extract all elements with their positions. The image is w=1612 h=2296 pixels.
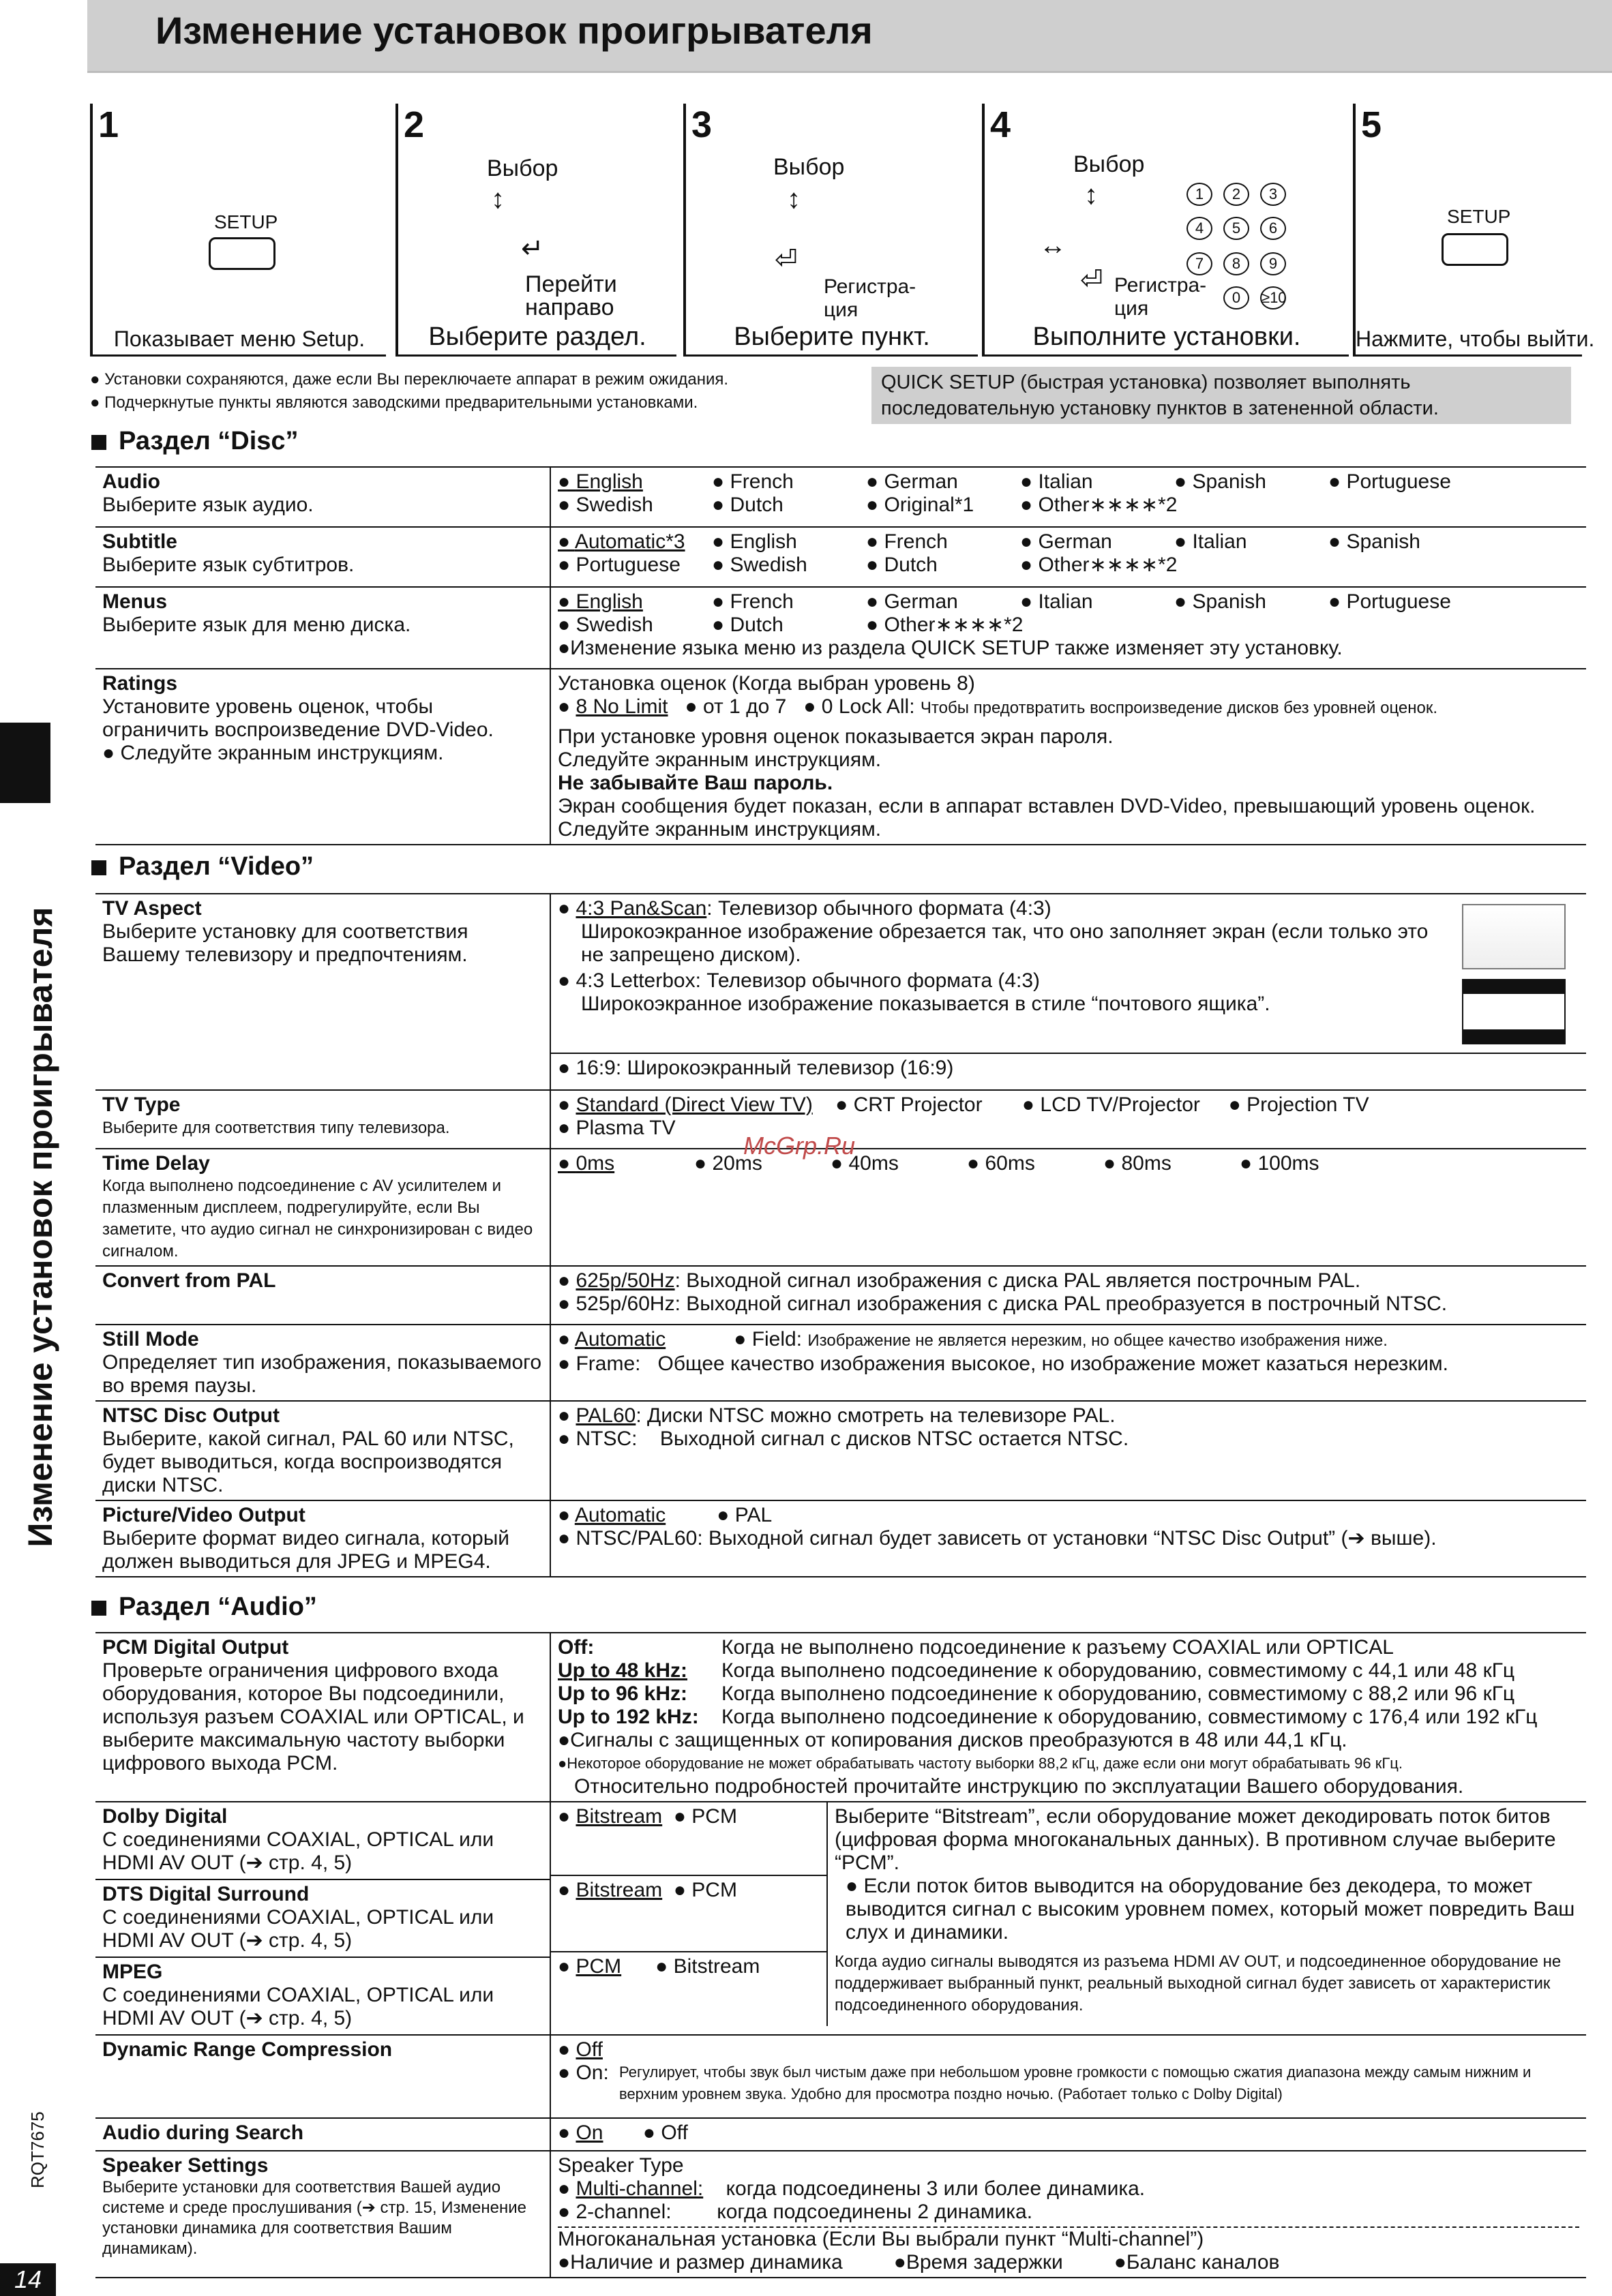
option[interactable]: PCM — [576, 1955, 622, 1978]
enter-icon: ⏎ — [1080, 265, 1103, 295]
option[interactable]: PAL — [734, 1504, 773, 1526]
setup-label: SETUP — [1447, 206, 1511, 227]
option[interactable]: Field: — [751, 1328, 803, 1350]
bitstream-options — [551, 1802, 828, 2026]
setting-desc: Выберите установку для соответствия Вашему телевизору и предпочтениям. — [102, 920, 468, 966]
setup-label: SETUP — [214, 211, 278, 232]
setting-name: PCM Digital Output — [102, 1636, 289, 1659]
option[interactable]: ● Original*1 — [866, 494, 1020, 517]
setting-desc: С соединениями COAXIAL, OPTICAL или HDMI AV OUT (➔ стр. 4, 5) — [102, 1906, 494, 1952]
table-row — [95, 1500, 1586, 1577]
option[interactable]: ● 100ms — [1240, 1152, 1376, 1175]
document-code: RQT7675 — [27, 2111, 48, 2188]
option-desc: Когда выполнено подсоединение к оборудованию, совместимому с 44,1 или 48 кГц — [721, 1659, 1515, 1682]
option[interactable]: Plasma TV — [576, 1117, 676, 1139]
option[interactable]: CRT Projector — [853, 1093, 983, 1116]
step-number: 3 — [691, 104, 713, 145]
mpeg-options: ● PCM ● Bitstream — [558, 1955, 760, 1978]
option[interactable]: Off — [576, 2038, 603, 2061]
option[interactable]: Up to 96 kHz: — [558, 1682, 688, 1705]
goto-label: Перейти — [525, 271, 617, 297]
option[interactable]: ● Dutch — [712, 494, 866, 517]
step-caption: Выберите раздел. — [428, 322, 646, 351]
option[interactable]: ● French — [712, 590, 866, 614]
audio-table — [95, 1632, 1586, 2278]
option[interactable]: On: — [576, 2061, 609, 2084]
section-audio-heading — [91, 1592, 317, 1622]
step-caption: Показывает меню Setup. — [113, 327, 365, 351]
convert-option-2[interactable]: ● 525p/60Hz: Выходной сигнал изображения с диска PAL преобразуется в построчный NTSC. — [558, 1293, 1448, 1315]
select-label: Выбор — [1073, 151, 1145, 177]
number-key-8: 8 — [1223, 252, 1249, 275]
table-row — [95, 2151, 1586, 2278]
subtitle-options — [558, 530, 1579, 577]
setting-name: MPEG — [102, 1961, 163, 1983]
option-desc: Когда не выполнено подсоединение к разъему COAXIAL или OPTICAL — [721, 1636, 1394, 1659]
option[interactable]: ● Spanish — [1174, 590, 1328, 614]
setting-desc-2: ● Следуйте экранным инструкциям. — [102, 742, 444, 764]
option[interactable]: Automatic — [574, 1504, 666, 1526]
setting-name: Menus — [102, 590, 168, 613]
setting-desc: Выберите язык аудио. — [102, 494, 314, 516]
option[interactable]: ●Баланс каналов — [1114, 2251, 1280, 2274]
watermark: McGrp.Ru — [743, 1132, 856, 1160]
option[interactable]: ● Swedish — [712, 554, 866, 577]
option[interactable]: ● English — [558, 470, 712, 494]
table-row — [95, 894, 1586, 1090]
option-desc: : Диски NTSC можно смотреть на телевизоре PAL. — [636, 1404, 1116, 1427]
pcm-note-2: ●Некоторое оборудование не может обрабатывать частоту выборки 88,2 кГц, даже если они могут обрабатывать 96 кГц. — [558, 1755, 1403, 1772]
setting-name: Dynamic Range Compression — [102, 2038, 393, 2061]
option[interactable]: Automatic — [574, 1328, 666, 1350]
option[interactable]: NTSC/PAL60: Выходной сигнал будет зависеть от установки “NTSC Disc Output” (➔ выше). — [576, 1527, 1437, 1550]
step-4 — [982, 104, 1349, 357]
option[interactable]: ● Dutch — [866, 554, 1020, 577]
setting-desc: Выберите язык для меню диска. — [102, 614, 411, 636]
option[interactable]: Projection TV — [1247, 1093, 1369, 1116]
option[interactable]: On — [576, 2121, 603, 2144]
section-bullet-icon — [91, 1601, 106, 1616]
option[interactable]: 8 No Limit — [576, 695, 668, 718]
search-options: ● On ● Off — [558, 2121, 688, 2144]
number-key-2: 2 — [1223, 183, 1249, 206]
aspect-letterbox[interactable]: ● 4:3 Letterbox: Телевизор обычного формата (4:3) — [558, 969, 1041, 992]
option[interactable]: Multi-channel: — [576, 2177, 704, 2200]
quick-setup-box: QUICK SETUP (быстрая установка) позволяет выполнять последовательную установку пунктов в затененной области. — [871, 367, 1571, 424]
menus-note: ●Изменение языка меню из раздела QUICK SETUP также изменяет эту установку. — [558, 637, 1343, 659]
number-key-4: 4 — [1186, 217, 1212, 240]
setting-name: TV Aspect — [102, 897, 202, 920]
option[interactable]: ● 0ms — [558, 1152, 694, 1175]
ntsc-option-2: ● NTSC: Выходной сигнал с дисков NTSC остается NTSC. — [558, 1428, 1129, 1450]
option[interactable]: ● Portuguese — [558, 554, 712, 577]
option[interactable]: ● Italian — [1174, 530, 1328, 554]
step-caption: Выберите пункт. — [734, 322, 930, 351]
ratings-line: Экран сообщения будет показан, если в аппарат вставлен DVD-Video, превышающий уровень оценок. Следуйте экранным инструкциям. — [558, 795, 1536, 841]
step-caption: Нажмите, чтобы выйти. — [1356, 327, 1595, 351]
cursor-right-icon: ↵ — [521, 234, 544, 264]
table-row — [95, 2035, 1586, 2118]
step-number: 1 — [98, 104, 119, 145]
cursor-up-down-icon: ↕ — [1084, 180, 1098, 210]
dts-options: ● Bitstream ● PCM — [551, 1876, 826, 1952]
multichannel-label: Многоканальная установка (Если Вы выбрали пункт “Multi-channel”) — [558, 2226, 1579, 2251]
option[interactable]: Bitstream — [576, 1805, 663, 1828]
setting-name: Audio — [102, 470, 160, 493]
option[interactable]: ● Swedish — [558, 614, 712, 637]
step-5 — [1353, 104, 1595, 357]
step-1 — [90, 104, 386, 357]
option[interactable]: ● Automatic*3 — [558, 530, 712, 554]
number-key-7: 7 — [1186, 252, 1212, 275]
option[interactable]: ● French — [712, 470, 866, 494]
register-label-2: ция — [1114, 297, 1149, 320]
option[interactable]: LCD TV/Projector — [1040, 1093, 1200, 1116]
option[interactable]: ●Время задержки — [893, 2251, 1063, 2274]
option-desc: Когда выполнено подсоединение к оборудованию, совместимому с 176,4 или 192 кГц — [721, 1706, 1538, 1728]
page-number: 14 — [0, 2263, 56, 2296]
step-2 — [395, 104, 676, 357]
disc-table — [95, 466, 1586, 845]
table-row — [95, 1401, 1586, 1500]
setting-name: NTSC Disc Output — [102, 1404, 280, 1427]
option[interactable]: ● Other∗∗∗∗*2 — [1020, 494, 1174, 517]
option[interactable]: ● 80ms — [1103, 1152, 1240, 1175]
option[interactable]: Up to 192 kHz: — [558, 1706, 699, 1728]
setting-desc: Определяет тип изображения, показываемого во время паузы. — [102, 1351, 542, 1397]
note-1: ● Установки сохраняются, даже если Вы переключаете аппарат в режим ожидания. — [90, 370, 729, 389]
option[interactable]: ● Dutch — [712, 614, 866, 637]
section-bullet-icon — [91, 860, 106, 875]
number-key-0: 0 — [1223, 286, 1249, 309]
bitstream-note-3: Когда аудио сигналы выводятся из разъема HDMI AV OUT, и подсоединенное оборудование не поддерживает выбранный пункт, реальный выходной сигнал будет зависеть от характеристик подсоединенного оборудования. — [835, 1952, 1562, 2014]
still-frame: ● Frame: Общее качество изображения высокое, но изображение может казаться нерезким. — [558, 1353, 1448, 1375]
sidebar-vertical-title: Изменение установок проигрывателя — [21, 907, 59, 1547]
setting-desc: Выберите для соответствия типу телевизора. — [102, 1119, 450, 1137]
register-label: Регистра- — [824, 275, 916, 298]
setting-desc: Выберите, какой сигнал, PAL 60 или NTSC, будет выводиться, когда воспроизводятся диски NTSC. — [102, 1428, 514, 1496]
step-3 — [683, 104, 978, 357]
number-key-5: 5 — [1223, 217, 1249, 240]
option[interactable]: ● Spanish — [1328, 530, 1482, 554]
option[interactable]: PCM — [691, 1805, 737, 1828]
option[interactable]: ● Portuguese — [1328, 590, 1482, 614]
option[interactable]: PAL60 — [576, 1404, 636, 1427]
option-desc: когда подсоединены 2 динамика. — [717, 2201, 1033, 2223]
enter-icon: ⏎ — [775, 245, 798, 275]
section-video-heading — [91, 852, 314, 881]
option[interactable]: ● English — [712, 530, 866, 554]
menus-options — [558, 590, 1579, 637]
section-video-title: Раздел “Video” — [119, 852, 314, 881]
section-bullet-icon — [91, 435, 106, 450]
option-desc: Широкоэкранное изображение обрезается так, что оно заполняет экран (если только это не запрещено диском). — [581, 920, 1429, 966]
setting-name: DTS Digital Surround — [102, 1883, 310, 1905]
option[interactable]: Up to 48 kHz: — [558, 1659, 688, 1682]
option-desc: Изображение не является нерезким, но общее качество изображения ниже. — [807, 1331, 1388, 1350]
ratings-line: Следуйте экранным инструкциям. — [558, 749, 882, 771]
option[interactable]: PCM — [691, 1879, 737, 1901]
option[interactable]: ● Other∗∗∗∗*2 — [866, 614, 1020, 637]
option[interactable]: ● German — [866, 590, 1020, 614]
speaker-type-label: Speaker Type — [558, 2154, 684, 2177]
number-key-3: 3 — [1260, 183, 1286, 206]
option-desc: Широкоэкранное изображение показывается в стиле “почтового ящика”. — [581, 993, 1270, 1015]
goto-label-2: направо — [525, 294, 614, 320]
step-number: 4 — [990, 104, 1011, 145]
option[interactable]: 4:3 Letterbox: Телевизор обычного формата (4:3) — [576, 969, 1041, 992]
option-desc: Выходной сигнал с дисков NTSC остается NTSC. — [659, 1428, 1129, 1450]
table-row — [95, 587, 1586, 669]
audio-options — [558, 470, 1579, 517]
section-disc-heading — [91, 427, 299, 456]
speaker-option-2: ● 2-channel: когда подсоединены 2 динамика. — [558, 2201, 1033, 2223]
option[interactable]: NTSC: — [576, 1428, 638, 1450]
ratings-line: При установке уровня оценок показывается экран пароля. — [558, 725, 1114, 748]
ratings-line: Установка оценок (Когда выбран уровень 8) — [558, 672, 975, 695]
setup-button-icon — [1442, 233, 1508, 266]
setup-button-icon — [209, 237, 275, 270]
table-row — [95, 1802, 1586, 1879]
number-key-9: 9 — [1260, 252, 1286, 275]
table-row — [95, 1633, 1586, 1802]
aspect-pan-scan: ● 4:3 Pan&Scan: Телевизор обычного формата (4:3) — [558, 897, 1051, 920]
option-desc: Регулирует, чтобы звук был чистым даже при небольшом уровне громкости с помощью сжатия диапазона между самым нижним и верхним уровнем звука. Удобно для просмотра поздно ночью. (Работает только с Dolby Digital) — [619, 2064, 1532, 2102]
table-row — [95, 2118, 1586, 2151]
dolby-options: ● Bitstream ● PCM — [551, 1802, 826, 1876]
table-row — [95, 1266, 1586, 1325]
option[interactable]: ● Italian — [1020, 470, 1174, 494]
setting-name: TV Type — [102, 1093, 181, 1116]
option[interactable]: 625p/50Hz — [576, 1269, 675, 1292]
setting-desc: С соединениями COAXIAL, OPTICAL или HDMI AV OUT (➔ стр. 4, 5) — [102, 1828, 494, 1874]
option[interactable]: ●Наличие и размер динамика — [558, 2251, 843, 2274]
setting-name: Speaker Settings — [102, 2154, 269, 2177]
bitstream-block — [551, 1802, 1586, 2026]
table-row — [95, 527, 1586, 587]
ratings-warning: Не забывайте Ваш пароль. — [558, 772, 833, 794]
option[interactable]: ● 20ms — [694, 1152, 831, 1175]
pic-option-3[interactable]: ● NTSC/PAL60: Выходной сигнал будет зависеть от установки “NTSC Disc Output” (➔ выше). — [558, 1527, 1437, 1550]
table-row — [95, 467, 1586, 527]
option[interactable]: 0 Lock All: — [821, 695, 915, 718]
option[interactable]: 16:9: Широкоэкранный телевизор (16:9) — [576, 1057, 954, 1079]
option[interactable]: Off: — [558, 1636, 595, 1659]
bitstream-note — [828, 1802, 1586, 2026]
pan-scan-illustration — [1462, 904, 1566, 969]
ntsc-option-1: ● PAL60: Диски NTSC можно смотреть на телевизоре PAL. — [558, 1404, 1116, 1427]
select-label: Выбор — [487, 155, 558, 181]
still-options: ● Automatic ● Field: Изображение не является нерезким, но общее качество изображения ниже. — [558, 1328, 1388, 1350]
setting-name: Ratings — [102, 672, 178, 695]
title-band — [87, 0, 1612, 73]
step-caption: Выполните установки. — [1032, 322, 1301, 351]
pcm-note-3: Относительно подробностей прочитайте инструкцию по эксплуатации Вашего оборудования. — [574, 1775, 1464, 1798]
setting-desc: Выберите язык субтитров. — [102, 554, 355, 576]
option[interactable]: ● Spanish — [1174, 470, 1328, 494]
setting-name: Audio during Search — [102, 2121, 304, 2144]
section-disc-title: Раздел “Disc” — [119, 427, 299, 455]
step-number: 2 — [404, 104, 425, 145]
number-key-6: 6 — [1260, 217, 1286, 240]
option[interactable]: 4:3 Pan&Scan — [576, 897, 707, 920]
option[interactable]: Frame: — [576, 1353, 641, 1375]
video-table — [95, 893, 1586, 1577]
option[interactable]: ● Swedish — [558, 494, 712, 517]
setting-desc: Выберите формат видео сигнала, который должен выводиться для JPEG и MPEG4. — [102, 1527, 510, 1573]
option[interactable]: ● English — [558, 590, 712, 614]
speaker-option-1: ● Multi-channel: когда подсоединены 3 или более динамика. — [558, 2177, 1146, 2200]
cursor-up-down-icon: ↕ — [787, 184, 801, 214]
pcm-options — [558, 1636, 1579, 1729]
option[interactable]: ● Portuguese — [1328, 470, 1482, 494]
bitstream-note-1: Выберите “Bitstream”, если оборудование может декодировать поток битов (цифровая форма многоканальных данных). В противном случае выберите “PCM”. — [835, 1805, 1556, 1874]
setting-name: Still Mode — [102, 1328, 199, 1350]
setting-name: Time Delay — [102, 1152, 210, 1175]
drc-off: ● Off — [558, 2038, 603, 2061]
option[interactable]: ● German — [866, 470, 1020, 494]
setting-desc: С соединениями COAXIAL, OPTICAL или HDMI AV OUT (➔ стр. 4, 5) — [102, 1984, 494, 2029]
setting-desc: Установите уровень оценок, чтобы ограничить воспроизведение DVD-Video. — [102, 695, 494, 741]
page-title: Изменение установок проигрывателя — [155, 9, 873, 52]
letterbox-illustration — [1462, 979, 1566, 1044]
option[interactable]: Bitstream — [673, 1955, 760, 1978]
ratings-options: ● 8 No Limit ● от 1 до 7 ● 0 Lock All: Чтобы предотвратить воспроизведение дисков без уровней оценок. — [558, 695, 1438, 718]
option[interactable]: от 1 до 7 — [702, 695, 787, 718]
multichannel-options — [558, 2251, 1579, 2274]
option[interactable]: ● French — [866, 530, 1020, 554]
table-row — [95, 1149, 1586, 1266]
option-desc: когда подсоединены 3 или более динамика. — [726, 2177, 1146, 2200]
pcm-note-1: ●Сигналы с защищенных от копирования дисков преобразуются в 48 или 44,1 кГц. — [558, 1729, 1347, 1751]
cursor-left-right-icon: ↔ — [1039, 230, 1066, 260]
option[interactable]: Off — [661, 2121, 688, 2144]
register-label: Регистра- — [1114, 274, 1207, 297]
pic-options: ● Automatic ● PAL — [558, 1504, 773, 1526]
note-2: ● Подчеркнутые пункты являются заводскими предварительными установками. — [90, 393, 698, 412]
table-row — [95, 1325, 1586, 1401]
setting-desc: Проверьте ограничения цифрового входа оборудования, которое Вы подсоединили, используя разъем COAXIAL или OPTICAL, и выберите максимальную частоту выборки цифрового выхода PCM. — [102, 1659, 524, 1774]
option-desc: : Выходной сигнал изображения с диска PAL является построчным PAL. — [674, 1269, 1361, 1292]
setting-name: Picture/Video Output — [102, 1504, 305, 1526]
number-key-10plus: ≥10 — [1260, 286, 1286, 309]
option[interactable]: ● Italian — [1020, 590, 1174, 614]
setting-name: Dolby Digital — [102, 1805, 228, 1828]
option[interactable]: ● 40ms — [831, 1152, 967, 1175]
option[interactable]: ● 60ms — [967, 1152, 1103, 1175]
register-label-2: ция — [824, 299, 859, 321]
setting-desc: Когда выполнено подсоединение с AV усилителем и плазменным дисплеем, подрегулируйте, если Вы заметите, что аудио сигнал не синхронизирован с видео сигналом. — [102, 1177, 533, 1260]
aspect-169[interactable]: ● 16:9: Широкоэкранный телевизор (16:9) — [551, 1053, 1586, 1083]
step-number: 5 — [1361, 104, 1382, 145]
time-delay-options — [558, 1152, 1579, 1175]
tv-type-options: ● Standard (Direct View TV) ● CRT Projector ● LCD TV/Projector ● Projection TV ● Plasma TV — [558, 1093, 1369, 1139]
notes — [90, 368, 728, 414]
option[interactable]: 2-channel: — [576, 2201, 672, 2223]
option-desc: : Телевизор обычного формата (4:3) — [706, 897, 1051, 920]
setting-desc: Выберите установки для соответствия Вашей аудио системе и среде прослушивания (➔ стр. 15, Изменение установки динамика для соответствия Вашим динамикам). — [102, 2178, 526, 2258]
option[interactable]: ● Other∗∗∗∗*2 — [1020, 554, 1174, 577]
option-desc: Когда выполнено подсоединение к оборудованию, совместимому с 88,2 или 96 кГц — [721, 1682, 1515, 1705]
option[interactable]: ● German — [1020, 530, 1174, 554]
option[interactable]: Bitstream — [576, 1879, 663, 1901]
convert-option-1: ● 625p/50Hz: Выходной сигнал изображения с диска PAL является построчным PAL. — [558, 1269, 1361, 1292]
cursor-up-down-icon: ↕ — [491, 184, 505, 214]
setting-name: Subtitle — [102, 530, 177, 553]
section-audio-title: Раздел “Audio” — [119, 1592, 317, 1621]
bitstream-note-2: ● Если поток битов выводится на оборудование без декодера, то может выводится сигнал с высоким уровнем помех, который может повредить Ваш слух и динамики. — [846, 1875, 1575, 1944]
table-row — [95, 669, 1586, 845]
option-desc: Общее качество изображения высокое, но изображение может казаться нерезким. — [657, 1353, 1448, 1375]
number-key-1: 1 — [1186, 183, 1212, 206]
option-desc: Чтобы предотвратить воспроизведение дисков без уровней оценок. — [920, 699, 1438, 717]
option[interactable]: Standard (Direct View TV) — [576, 1093, 813, 1116]
select-label: Выбор — [773, 154, 845, 180]
drc-on: ● On: Регулирует, чтобы звук был чистым даже при небольшом уровне громкости с помощью сжатия диапазона между самым нижним и верхним уровнем звука. Удобно для просмотра поздно ночью. (Работает только с Dolby Digital) — [558, 2061, 1579, 2105]
setting-name: Convert from PAL — [102, 1269, 276, 1292]
option[interactable]: 525p/60Hz: Выходной сигнал изображения с диска PAL преобразуется в построчный NTSC. — [576, 1293, 1448, 1315]
